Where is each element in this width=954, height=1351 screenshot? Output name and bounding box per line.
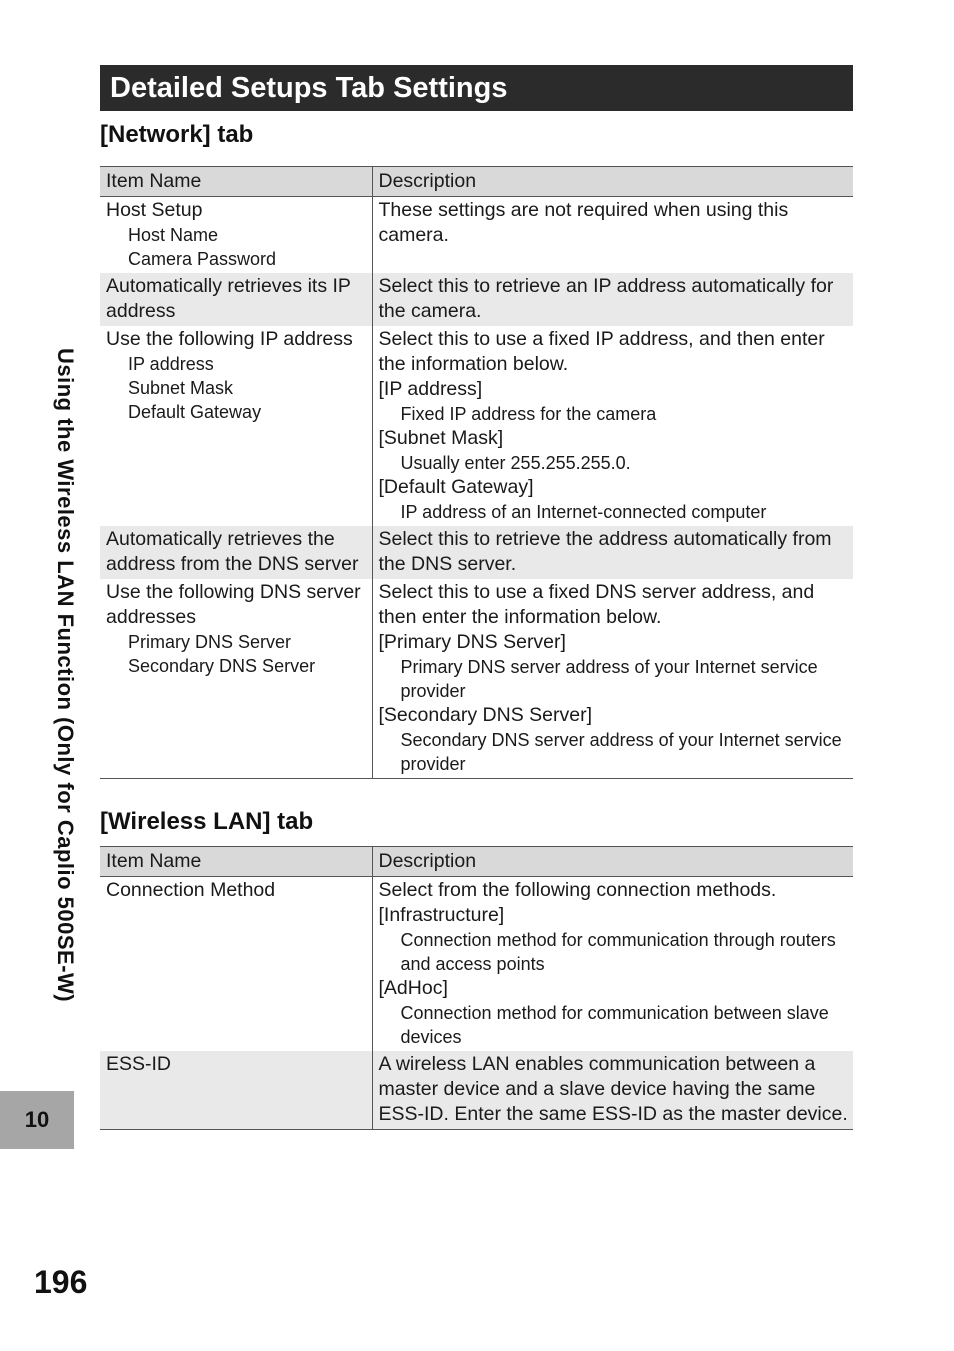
description-line: Select this to use a fixed IP address, and then enter the information below. — [378, 328, 825, 375]
description-cell — [372, 273, 853, 326]
description-line: [Infrastructure] — [378, 904, 505, 926]
description-cell — [372, 579, 853, 779]
item-name: ESS-ID — [106, 1053, 172, 1075]
item-name-cell — [100, 877, 372, 1052]
page-title: Detailed Setups Tab Settings — [100, 65, 853, 111]
network-settings-table — [100, 166, 853, 779]
description-cell — [372, 1051, 853, 1130]
item-name-cell — [100, 526, 372, 579]
description-sub-line: Primary DNS server address of your Internet service provider — [400, 657, 818, 701]
table-row — [100, 526, 853, 579]
description-sub-line: IP address of an Internet-connected computer — [400, 502, 767, 522]
column-header-description: Description — [372, 167, 853, 197]
item-name: Use the following DNS server addresses — [106, 581, 361, 628]
column-header-item-name: Item Name — [100, 847, 372, 877]
description-line: Select this to retrieve the address automatically from the DNS server. — [378, 528, 832, 575]
item-sub-name: Camera Password — [128, 249, 277, 269]
item-name-cell — [100, 197, 372, 274]
description-line: Select from the following connection methods. — [378, 879, 777, 901]
item-sub-name: IP address — [128, 354, 214, 374]
item-name: Automatically retrieves its IP address — [106, 275, 351, 322]
item-name: Use the following IP address — [106, 328, 353, 350]
network-tab-heading: [Network] tab — [100, 121, 254, 148]
page-number: 196 — [34, 1264, 88, 1300]
wireless-lan-settings-table — [100, 846, 853, 1130]
description-sub-line: Connection method for communication through routers and access points — [400, 930, 836, 974]
description-line: [Subnet Mask] — [378, 427, 504, 449]
chapter-side-label: Using the Wireless LAN Function (Only for Caplio 500SE-W) — [53, 348, 78, 1003]
description-line: A wireless LAN enables communication between a master device and a slave device having the same ESS-ID. Enter the same ESS-ID as the master device. — [378, 1053, 848, 1125]
item-name: Connection Method — [106, 879, 276, 901]
description-cell — [372, 197, 853, 274]
description-line: [IP address] — [378, 378, 483, 400]
description-line: [Secondary DNS Server] — [378, 704, 593, 726]
item-sub-name: Subnet Mask — [128, 378, 234, 398]
item-name-cell — [100, 326, 372, 526]
table-row — [100, 877, 853, 1052]
description-line: Select this to use a fixed DNS server address, and then enter the information below. — [378, 581, 815, 628]
item-name: Host Setup — [106, 199, 203, 221]
table-row — [100, 197, 853, 274]
description-sub-line: Usually enter 255.255.255.0. — [400, 453, 631, 473]
chapter-number-tab: 10 — [0, 1091, 74, 1149]
table-row — [100, 1051, 853, 1130]
item-sub-name: Primary DNS Server — [128, 632, 292, 652]
description-cell — [372, 877, 853, 1052]
column-header-item-name: Item Name — [100, 167, 372, 197]
table-row — [100, 273, 853, 326]
item-name-cell — [100, 273, 372, 326]
description-sub-line: Fixed IP address for the camera — [400, 404, 657, 424]
table-row — [100, 326, 853, 526]
item-name: Automatically retrieves the address from the DNS server — [106, 528, 359, 575]
description-line: Select this to retrieve an IP address automatically for the camera. — [378, 275, 834, 322]
description-sub-line: Connection method for communication between slave devices — [400, 1003, 829, 1047]
item-sub-name: Secondary DNS Server — [128, 656, 316, 676]
description-line: [AdHoc] — [378, 977, 448, 999]
description-line: [Primary DNS Server] — [378, 631, 566, 653]
table-row — [100, 579, 853, 779]
item-sub-name: Default Gateway — [128, 402, 262, 422]
wireless-lan-tab-heading: [Wireless LAN] tab — [100, 808, 314, 835]
item-sub-name: Host Name — [128, 225, 219, 245]
description-cell — [372, 526, 853, 579]
description-line: [Default Gateway] — [378, 476, 534, 498]
description-sub-line: Secondary DNS server address of your Internet service provider — [400, 730, 842, 774]
column-header-description: Description — [372, 847, 853, 877]
item-name-cell — [100, 1051, 372, 1130]
description-cell — [372, 326, 853, 526]
item-name-cell — [100, 579, 372, 779]
table-header-row — [100, 847, 853, 877]
description-line: These settings are not required when using this camera. — [378, 199, 789, 246]
table-header-row — [100, 167, 853, 197]
